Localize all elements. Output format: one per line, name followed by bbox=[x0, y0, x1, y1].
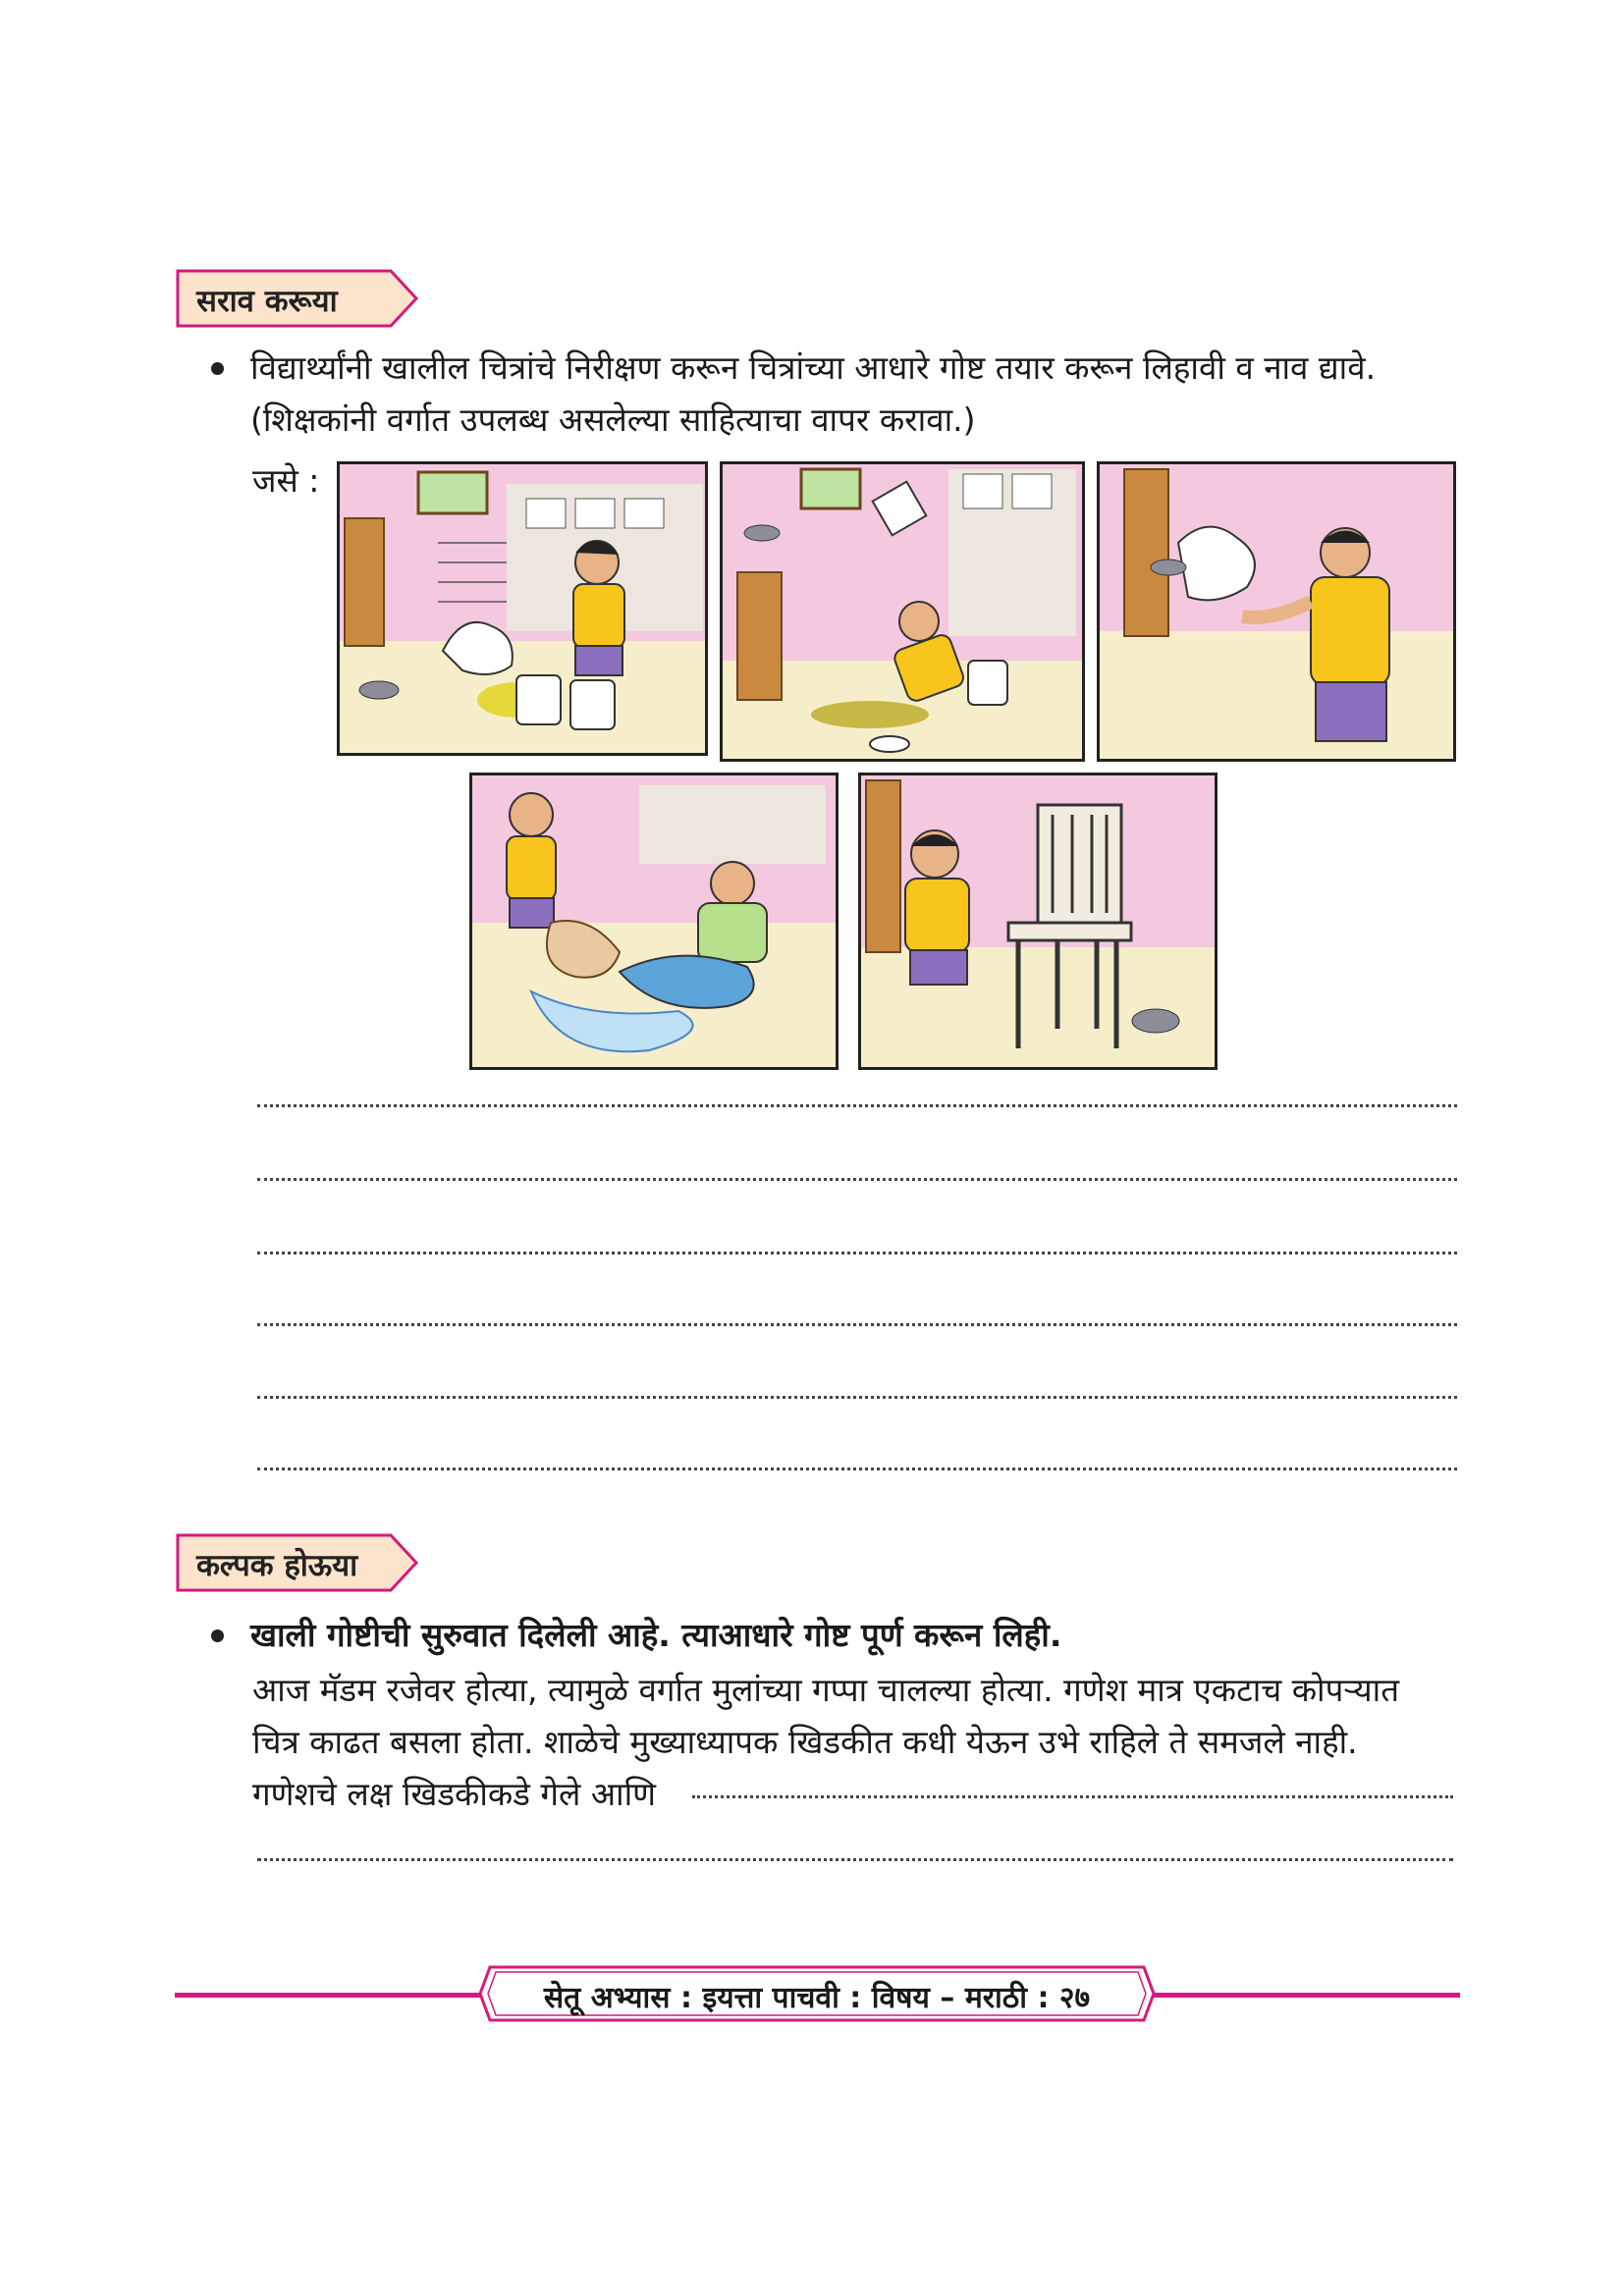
story-line-2: चित्र काढत बसला होता. शाळेचे मुख्याध्यापक खिडकीत कधी येऊन उभे राहिले ते समजले नाही. bbox=[252, 1723, 1358, 1761]
story-instruction: खाली गोष्टीची सुरुवात दिलेली आहे. त्याआधारे गोष्ट पूर्ण करून लिही. bbox=[250, 1616, 1062, 1654]
section-tag-sarav-karuya bbox=[175, 268, 420, 329]
instruction-line-2: (शिक्षकांनी वर्गात उपलब्ध असलेल्या साहित्याचा वापर करावा.) bbox=[250, 400, 976, 439]
comic-illustration-cat-catches-mouse bbox=[1100, 464, 1453, 759]
comic-panel-4 bbox=[469, 773, 839, 1070]
writing-line[interactable] bbox=[257, 1468, 1457, 1470]
story-line-1: आज मॅडम रजेवर होत्या, त्यामुळे वर्गात मुलांच्या गप्पा चालल्या होत्या. गणेश मात्र एकटाच कोपऱ्यात bbox=[252, 1671, 1400, 1709]
footer-text: सेतू अभ्यास : इयत्ता पाचवी : विषय – मराठी : २७ bbox=[543, 1981, 1091, 2015]
example-label: जसे : bbox=[252, 461, 320, 500]
comic-panel-5 bbox=[858, 773, 1218, 1070]
comic-illustration-girl-slips-on-water bbox=[472, 775, 836, 1067]
writing-line[interactable] bbox=[257, 1396, 1457, 1399]
section-tag-label: कल्पक होऊया bbox=[196, 1548, 358, 1583]
story-line-3: गणेशचे लक्ष खिडकीकडे गेले आणि bbox=[252, 1775, 656, 1813]
writing-line[interactable] bbox=[257, 1178, 1457, 1181]
writing-line[interactable] bbox=[257, 1104, 1457, 1107]
section-tag-label: सराव करूया bbox=[196, 284, 338, 319]
writing-line[interactable] bbox=[692, 1795, 1453, 1798]
comic-illustration-boy-cat-mouse-spill bbox=[340, 464, 705, 753]
bullet-icon bbox=[211, 1629, 224, 1642]
comic-panel-2 bbox=[720, 461, 1085, 762]
writing-line[interactable] bbox=[257, 1252, 1457, 1255]
comic-panel-3 bbox=[1097, 461, 1456, 762]
comic-illustration-boy-falling-jars bbox=[723, 464, 1082, 759]
comic-illustration-boy-chair-mouse bbox=[861, 775, 1215, 1067]
section-tag-kalpak-houya bbox=[175, 1532, 420, 1593]
comic-panel-1 bbox=[337, 461, 708, 756]
instruction-line-1: विद्यार्थ्यांनी खालील चित्रांचे निरीक्षण करून चित्रांच्या आधारे गोष्ट तयार करून लिहावी व नाव द्यावे. bbox=[250, 348, 1377, 387]
writing-line[interactable] bbox=[257, 1323, 1457, 1326]
bullet-icon bbox=[211, 362, 224, 375]
footer-label bbox=[478, 1965, 1156, 2022]
footer-rule-right bbox=[1154, 1993, 1460, 1998]
footer-rule-left bbox=[175, 1993, 481, 1998]
writing-line[interactable] bbox=[257, 1858, 1453, 1861]
